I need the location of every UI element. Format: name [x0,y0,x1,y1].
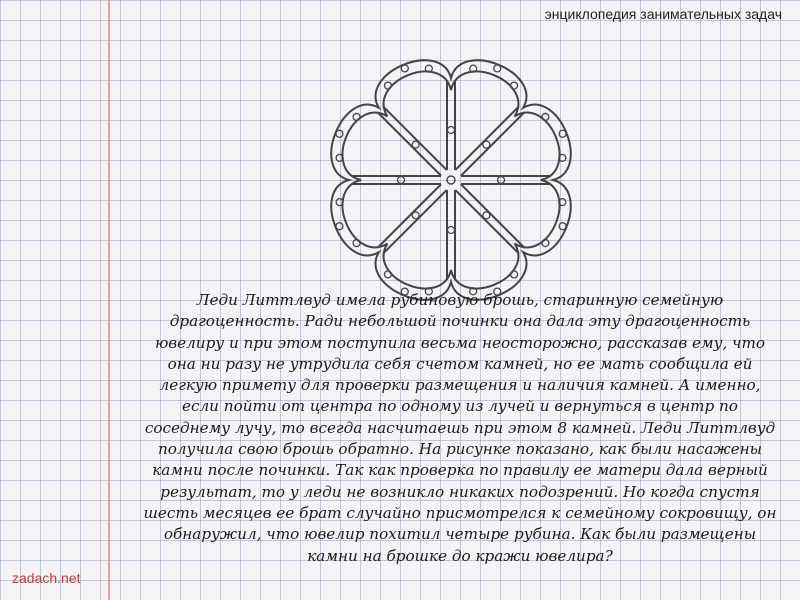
rim-stone [401,65,408,72]
rim-stone [542,113,549,120]
rim-stone [353,113,360,120]
page-header: энциклопедия занимательных задач [544,6,782,22]
rim-stone [494,65,501,72]
rim-stone [542,240,549,247]
ray-stone [412,212,419,219]
problem-text: Леди Литтлвуд имела рубиновую брошь, старинную семейную драгоценность. Ради небольшой починки она дала эту драгоценность ювелиру и при этом поступила весьма неосторожно, рассказав ему, что она ни разу не утрудила себя счетом камней, но ее мать сообщила ей легкую примету для проверки размещения и наличия камней. А именно, если пойти от центра по одному из лучей и вернуться в центр по соседнему лучу, то всегда насчитаешь при этом 8 камней. Леди Литтлвуд получила свою брошь обратно. На рисунке показано, как были насажены камни после починки. Так как проверка по правилу ее матери дала верный результат, то у леди не возникло никаких подозрений. Но когда спустя шесть месяцев ее брат случайно присмотрелся к семейному сокровищу, он обнаружил, что ювелир похитил четыре рубина. Как были размещены камни на брошке до кражи ювелира? [143,291,777,565]
ray-stone [483,212,490,219]
rim-stone [336,223,343,230]
brooch-ray-line [461,184,525,248]
rim-stone [511,271,518,278]
ray-stone [412,141,419,148]
brooch-ray-line [455,106,519,170]
ray-stone [448,227,455,234]
brooch-ray-line [455,190,519,254]
ray-stone [483,141,490,148]
rim-stone [511,82,518,89]
rim-stone [559,223,566,230]
ray-stone [498,177,505,184]
rim-stone [384,82,391,89]
center-stone [447,176,455,184]
brooch-rim-outer [331,60,570,299]
site-link[interactable]: zadach.net [12,570,81,586]
brooch-rim-inner [342,71,559,288]
brooch-ray-line [383,190,447,254]
rim-stone [336,130,343,137]
rim-stone [559,130,566,137]
rim-stone [353,240,360,247]
brooch-ray-line [377,112,441,176]
ray-stone [448,127,455,134]
rim-stone [384,271,391,278]
brooch-ray-line [377,184,441,248]
brooch-ray-line [461,112,525,176]
brooch-ray-line [383,106,447,170]
ray-stone [398,177,405,184]
